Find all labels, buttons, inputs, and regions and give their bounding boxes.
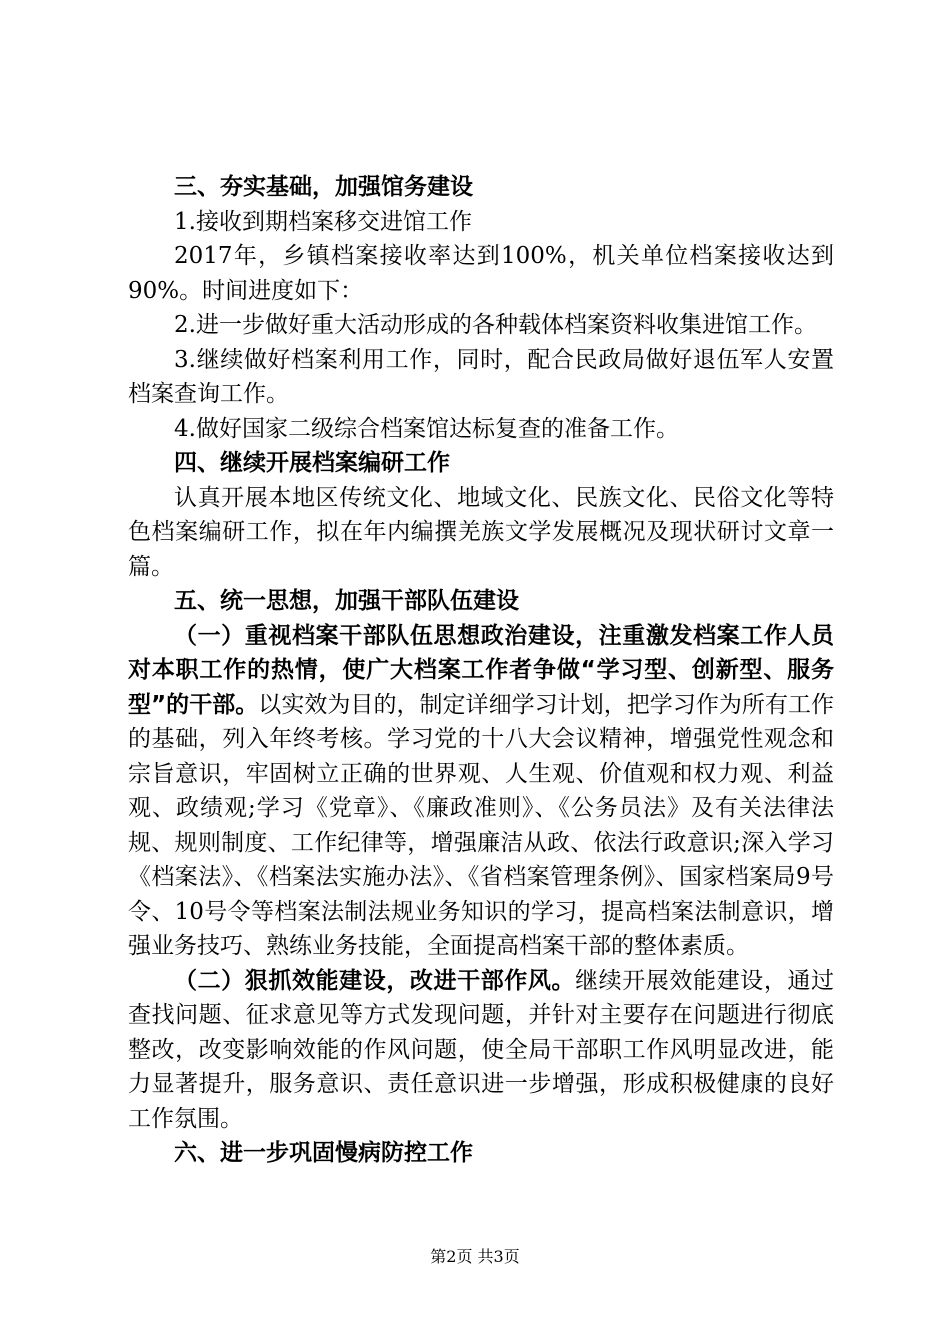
- section-3-item-3: 3.继续做好档案利用工作，同时，配合民政局做好退伍军人安置档案查询工作。: [128, 346, 834, 407]
- page-footer: 第2页 共3页: [430, 1247, 520, 1266]
- section-5-heading: 五、统一思想，加强干部队伍建设: [174, 588, 519, 614]
- section-5-paragraph-1-body: 以实效为目的，制定详细学习计划，把学习作为所有工作的基础，列入年终考核。学习党的十八大会议精神，增强党性观念和宗旨意识，牢固树立正确的世界观、人生观、价值观和权力观、利益观、政绩观;学习《党章》、《廉政准则》、《公务员法》及有关法律法规、规则制度、工作纪律等，增强廉洁从政、依法行政意识;深入学习《档案法》、《档案法实施办法》、《省档案管理条例》、国家档案局9号令、10号令等档案法制法规业务知识的学习，提高档案法制意识，增强业务技巧、熟练业务技能，全面提高档案干部的整体素质。: [128, 691, 834, 959]
- section-5-paragraph-2-body: 继续开展效能建设，通过查找问题、征求意见等方式发现问题，并针对主要存在问题进行彻底整改，改变影响效能的作风问题，使全局干部职工作风明显改进，能力显著提升，服务意识、责任意识进一步增强，形成积极健康的良好工作氛围。: [128, 967, 835, 1132]
- section-4-body: 认真开展本地区传统文化、地域文化、民族文化、民俗文化等特色档案编研工作，拟在年内编撰羌族文学发展概况及现状研讨文章一篇。: [128, 484, 834, 580]
- section-5-paragraph-1-lead: （一）重视档案干部队伍思想政治建设，注重激发档案工作人员对本职工作的热情，使广大档案工作者争做“学习型、创新型、服务型”的干部。: [128, 622, 834, 718]
- section-3-item-1: 1.接收到期档案移交进馆工作: [174, 208, 472, 235]
- section-5-paragraph-2-lead: （二）狠抓效能建设，改进干部作风。: [174, 967, 576, 994]
- section-4-heading: 四、继续开展档案编研工作: [174, 450, 450, 476]
- section-3-item-2: 2.进一步做好重大活动形成的各种载体档案资料收集进馆工作。: [174, 312, 817, 338]
- section-3-item-4: 4.做好国家二级综合档案馆达标复查的准备工作。: [174, 415, 679, 442]
- section-6-heading: 六、进一步巩固慢病防控工作: [174, 1140, 473, 1166]
- section-5-paragraph-2: [128, 964, 834, 1137]
- document-body: [128, 170, 834, 1171]
- section-3-item-1-detail: 2017年，乡镇档案接收率达到100%，机关单位档案接收达到90%。时间进度如下：: [128, 243, 834, 304]
- section-3-heading: 三、夯实基础，加强馆务建设: [174, 174, 473, 200]
- section-5-paragraph-1: [128, 619, 834, 964]
